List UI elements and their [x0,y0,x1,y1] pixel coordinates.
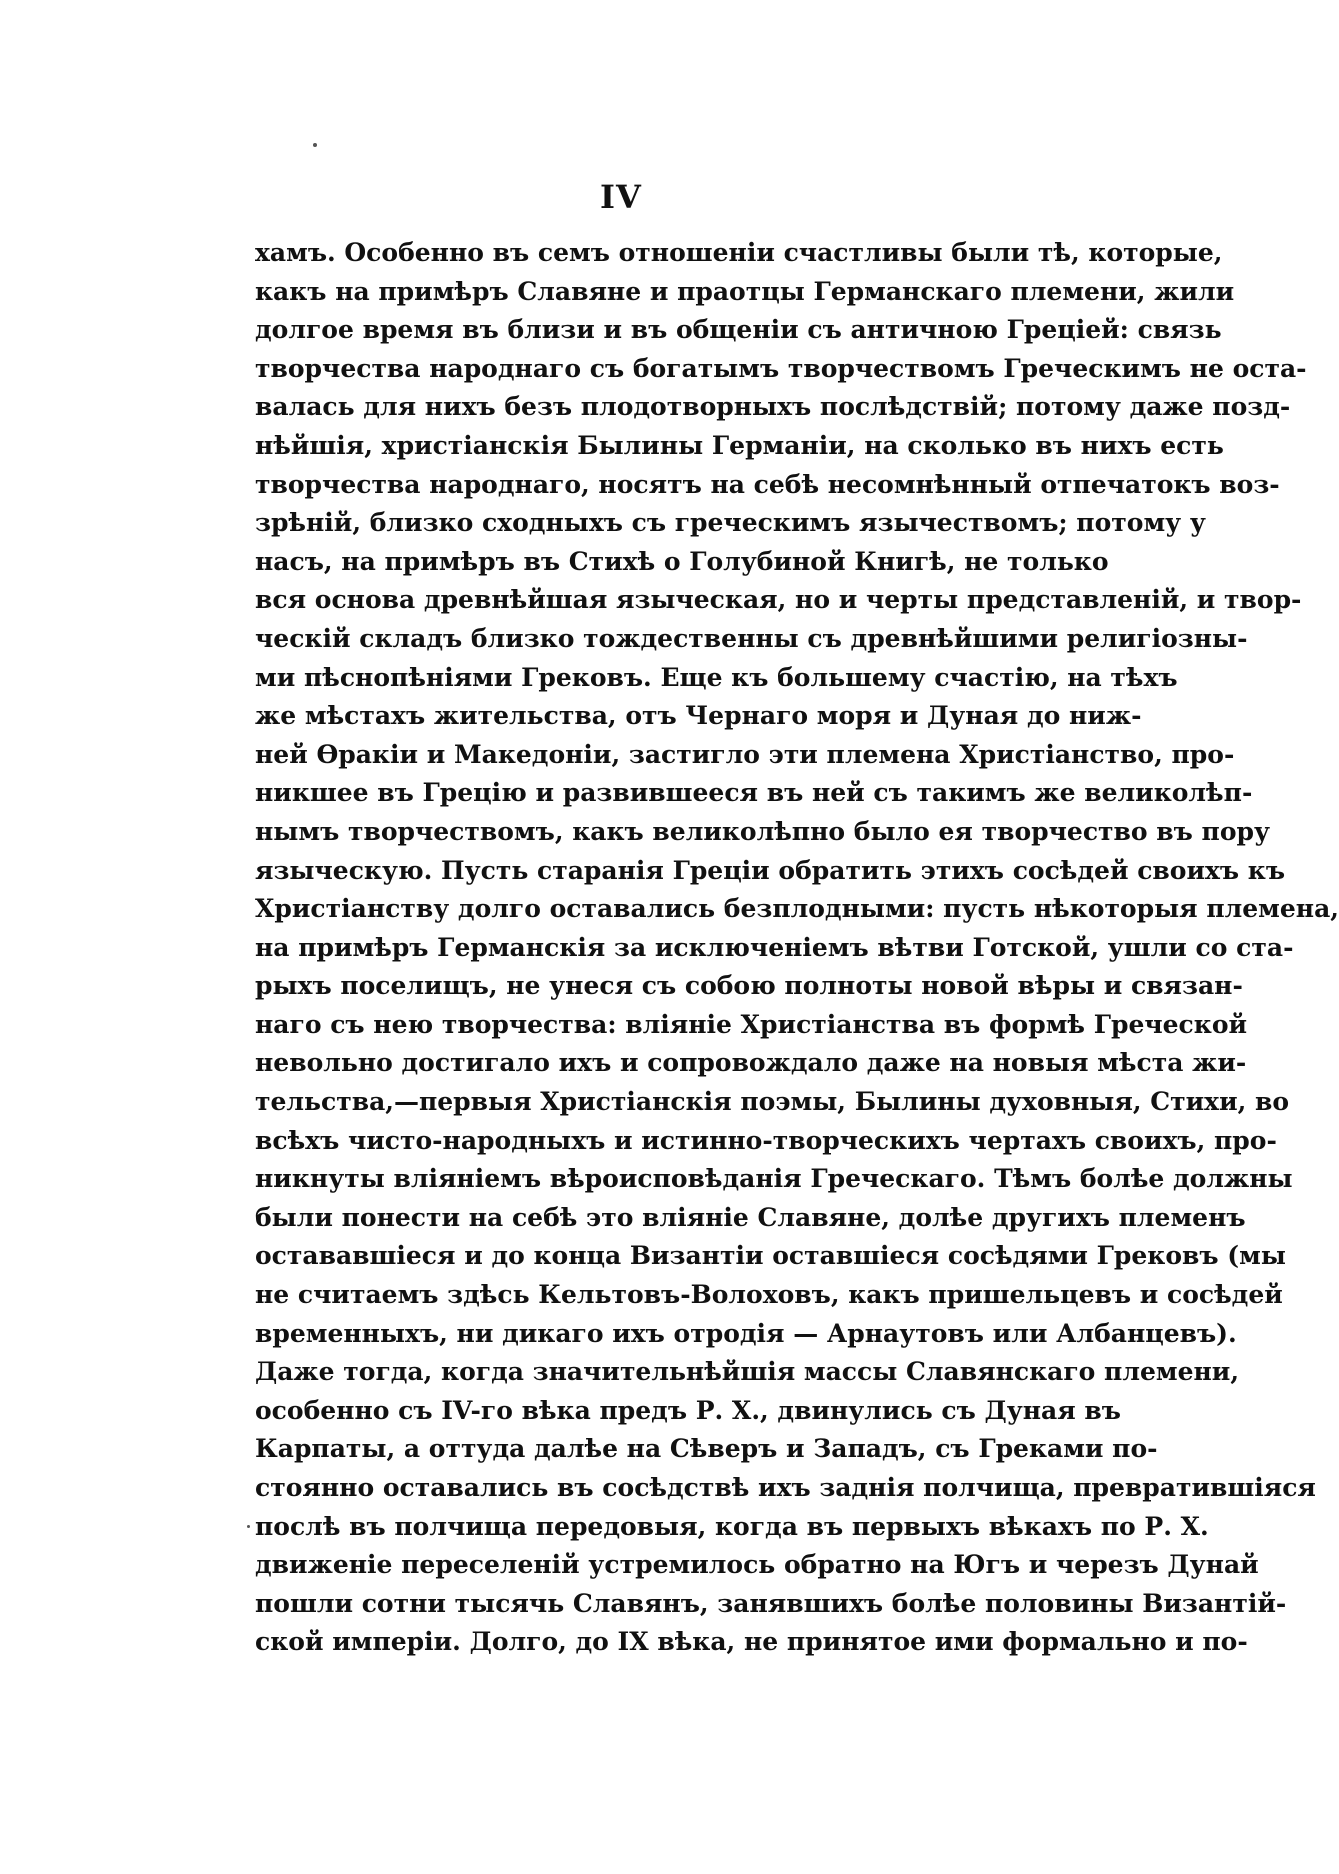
text-line: рыхъ поселищъ, не унеся съ собою полноты новой вѣры и связан- [255,971,1243,1001]
text-line: особенно съ IV-го вѣка предъ Р. Х., двинулись съ Дуная въ [255,1395,1121,1425]
text-line: тельства,—первыя Христіанскія поэмы, Былины духовныя, Стихи, во [255,1087,1290,1117]
text-line: были понести на себѣ это вліяніе Славяне, долѣе другихъ племенъ [255,1202,1246,1232]
text-line: нѣйшія, христіанскія Былины Германіи, на сколько въ нихъ есть [255,430,1224,460]
text-line: творчества народнаго съ богатымъ творчествомъ Греческимъ не оста- [255,353,1307,383]
text-line: никнуты вліяніемъ вѣроисповѣданія Греческаго. Тѣмъ болѣе должны [255,1164,1293,1194]
page-number: IV [600,178,642,216]
text-line: никшее въ Грецію и развившееся въ ней съ такимъ же великолѣп- [255,778,1253,808]
text-line: зрѣній, близко сходныхъ съ греческимъ язычествомъ; потому у [255,508,1206,538]
text-line: Христіанству долго оставались безплодными: пусть нѣкоторыя племена, [255,894,1339,924]
text-line: ческій складъ близко тождественны съ древнѣйшими религіозны- [255,623,1248,653]
text-line: языческую. Пусть старанія Греціи обратить этихъ сосѣдей своихъ къ [255,855,1286,885]
text-line: вся основа древнѣйшая языческая, но и черты представленій, и твор- [255,585,1302,615]
text-line: не считаемъ здѣсь Кельтовъ-Волоховъ, какъ пришельцевъ и сосѣдей [255,1280,1283,1310]
text-line: же мѣстахъ жительства, отъ Чернаго моря и Дуная до ниж- [255,701,1142,731]
text-line: ской имперіи. Долго, до IX вѣка, не принятое ими формально и по- [255,1627,1248,1657]
text-line: Даже тогда, когда значительнѣйшія массы Славянскаго племени, [255,1357,1240,1387]
text-line: хамъ. Особенно въ семъ отношеніи счастливы были тѣ, которые, [255,238,1223,267]
text-line: стоянно оставались въ сосѣдствѣ ихъ заднія полчища, превратившіяся [255,1473,1316,1502]
text-line: на примѣръ Германскія за исключеніемъ вѣтви Готской, ушли со ста- [255,932,1294,962]
text-line: какъ на примѣръ Славяне и праотцы Германскаго племени, жили [255,276,1235,306]
text-line: пошли сотни тысячь Славянъ, занявшихъ болѣе половины Византій- [255,1588,1287,1618]
text-line: Карпаты, а оттуда далѣе на Сѣверъ и Западъ, съ Греками по- [255,1434,1158,1464]
text-line: всѣхъ чисто-народныхъ и истинно-творческихъ чертахъ своихъ, про- [255,1125,1277,1155]
text-line: долгое время въ близи и въ общеніи съ античною Греціей: связь [255,315,1222,345]
text-line: ней Ѳракіи и Македоніи, застигло эти племена Христіанство, про- [255,739,1235,769]
text-line: ми пѣснопѣніями Грековъ. Еще къ большему счастію, на тѣхъ [255,662,1178,692]
print-speck [313,143,317,147]
text-line: временныхъ, ни дикаго ихъ отродія — Арнаутовъ или Албанцевъ). [255,1318,1237,1348]
text-line: насъ, на примѣръ въ Стихѣ о Голубиной Книгѣ, не только [255,546,1109,576]
print-speck [247,1525,250,1528]
text-line: валась для нихъ безъ плодотворныхъ послѣдствій; потому даже позд- [255,392,1291,422]
text-line: творчества народнаго, носятъ на себѣ несомнѣнный отпечатокъ воз- [255,469,1280,499]
text-line: нымъ творчествомъ, какъ великолѣпно было ея творчество въ пору [255,816,1270,846]
body-text [255,234,1339,1662]
text-line: движеніе переселеній устремилось обратно на Югъ и черезъ Дунай [255,1550,1259,1580]
text-line: невольно достигало ихъ и сопровождало даже на новыя мѣста жи- [255,1048,1247,1078]
text-line: остававшіеся и до конца Византіи оставшіеся сосѣдями Грековъ (мы [255,1241,1286,1271]
text-line: наго съ нею творчества: вліяніе Христіанства въ формѣ Греческой [255,1009,1248,1039]
text-line: послѣ въ полчища передовыя, когда въ первыхъ вѣкахъ по Р. Х. [255,1511,1209,1541]
